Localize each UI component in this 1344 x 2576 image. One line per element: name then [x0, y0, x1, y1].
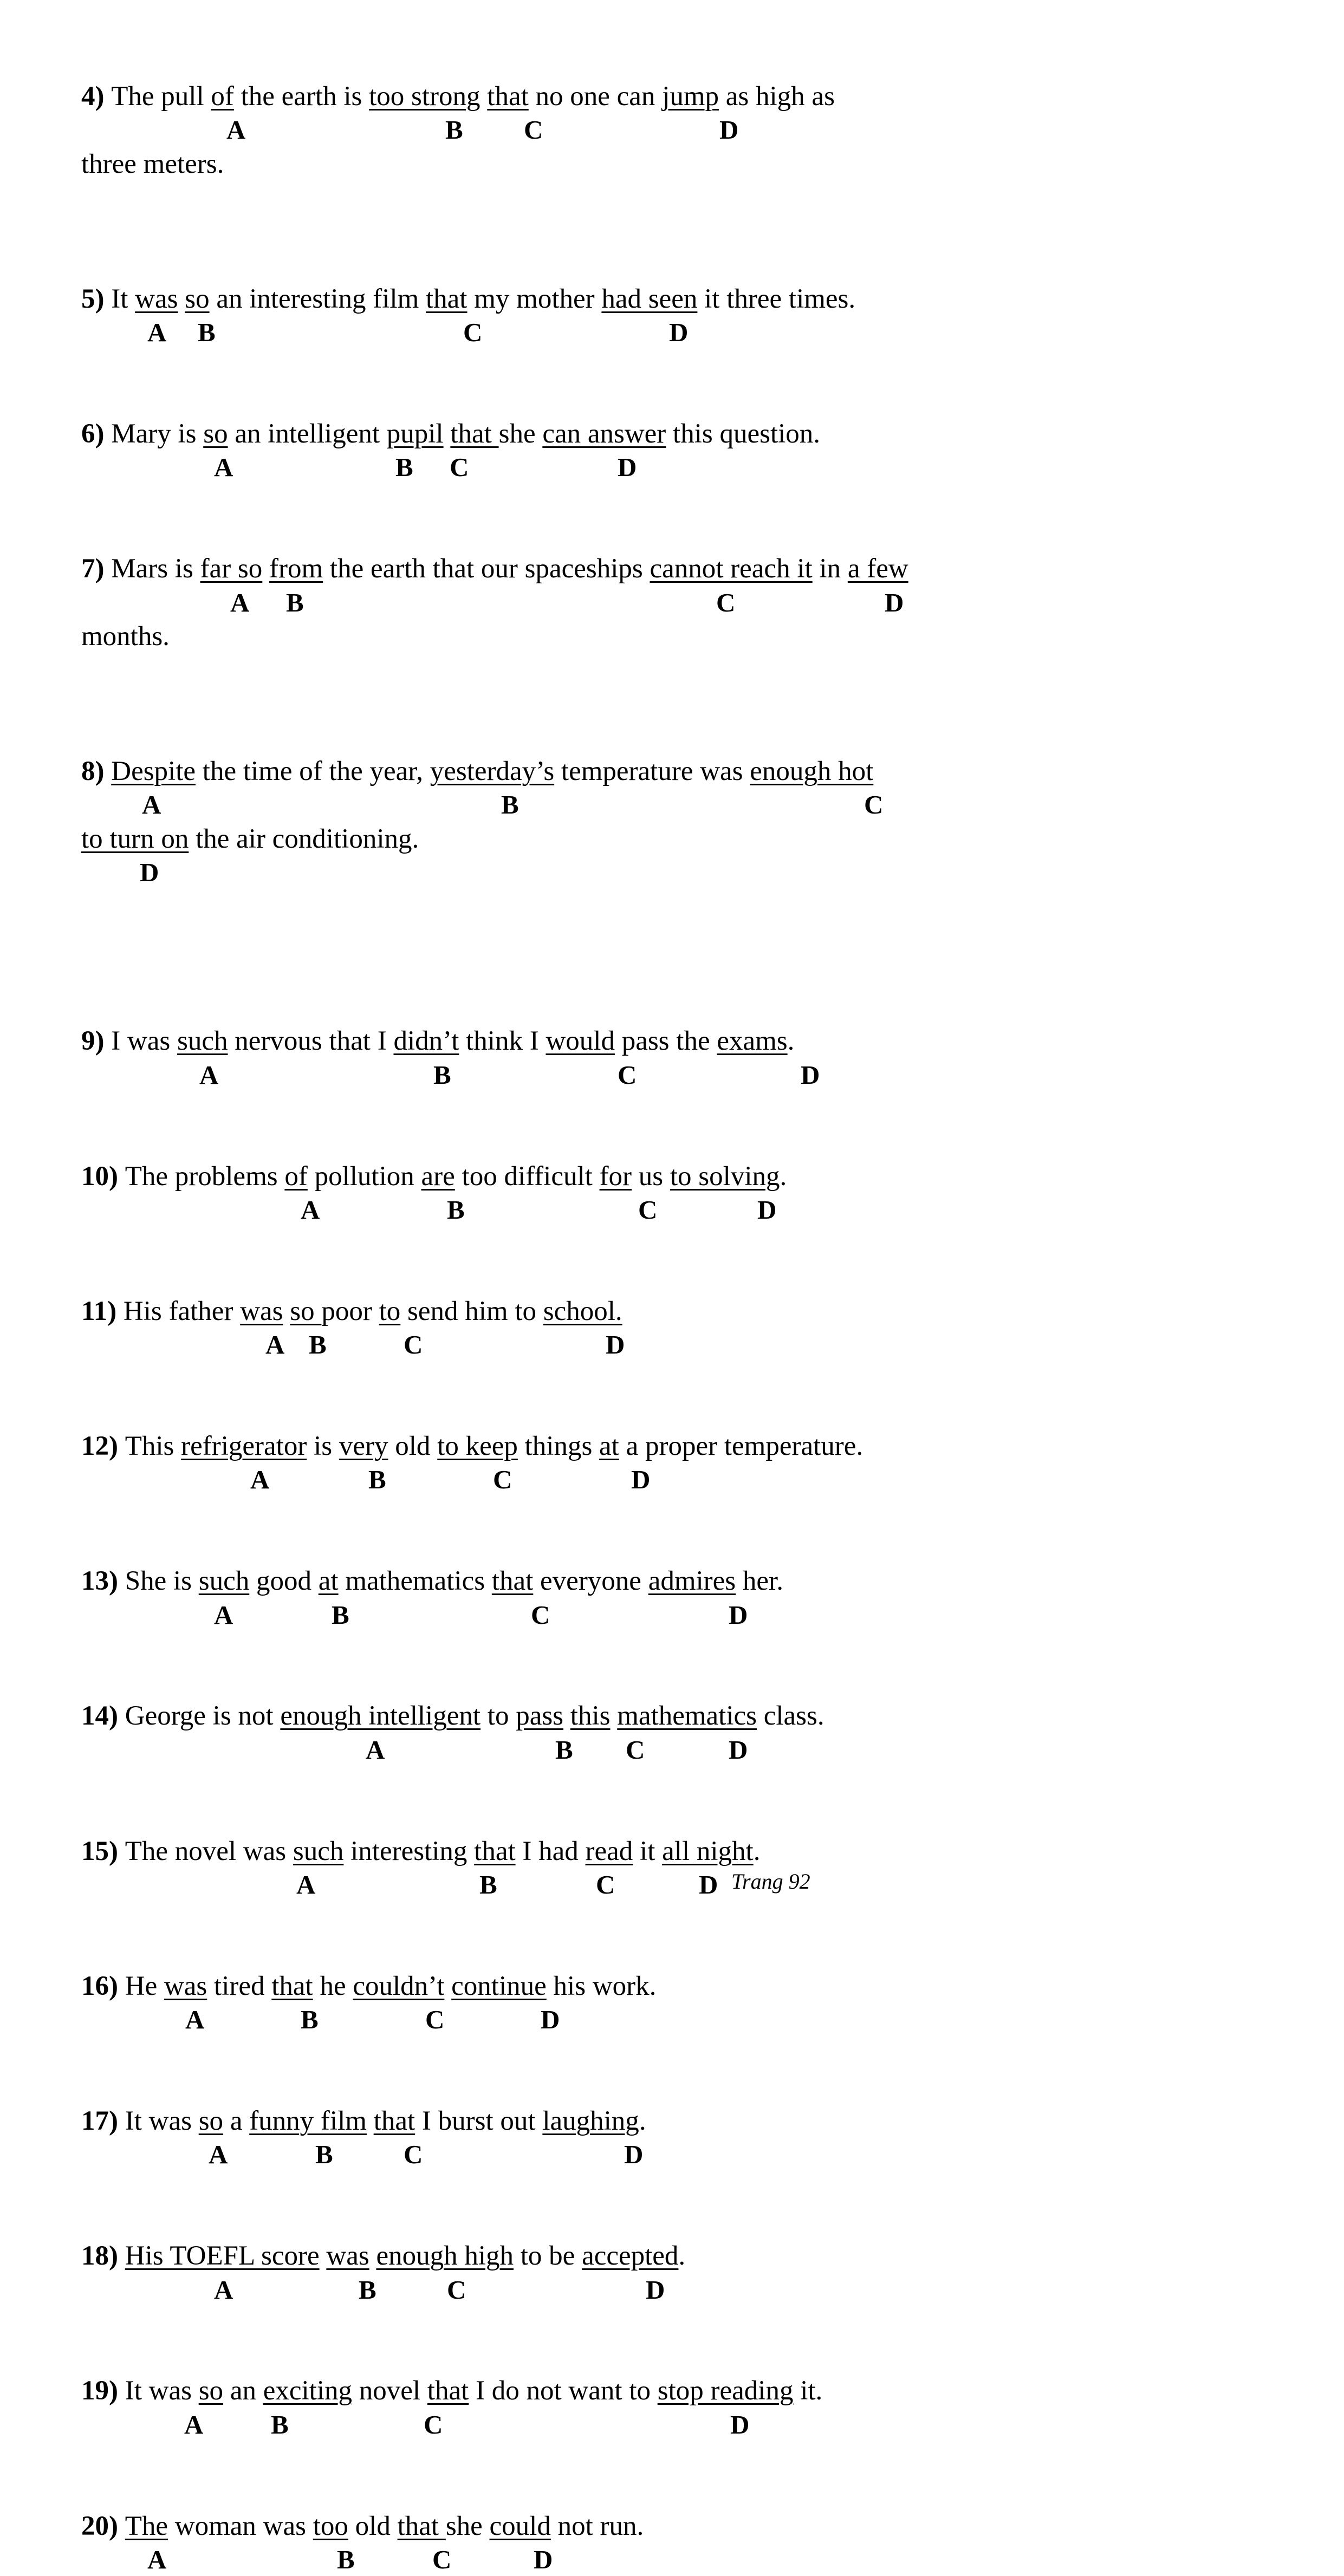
sentence-text: his work. [546, 1970, 657, 2001]
sentence-text: she [498, 419, 543, 449]
underlined-option: so [198, 2106, 224, 2136]
question-number: 5 [81, 283, 95, 314]
underlined-option: so [198, 2376, 224, 2406]
sentence-text: us [632, 1161, 670, 1192]
sentence-text: This [125, 1431, 181, 1461]
underlined-option: couldn’t [353, 1970, 445, 2001]
option-letter-c: C [450, 452, 469, 483]
underlined-option: of [211, 81, 234, 112]
option-letter-b: B [501, 790, 519, 820]
sentence-text: this question. [666, 419, 821, 449]
sentence-text: a proper temperature. [619, 1431, 863, 1461]
underlined-option: school. [543, 1296, 622, 1326]
question-15-sentence: 15) The novel was such interesting that I had read it all night. [81, 1836, 761, 1866]
option-letter-b: B [309, 1330, 327, 1360]
option-letter-d: D [624, 2139, 644, 2170]
underlined-option: of [284, 1161, 308, 1192]
sentence-text: I do not want to [469, 2376, 658, 2406]
sentence-text: no one can [528, 81, 663, 112]
option-letter-b: B [301, 2005, 319, 2035]
question-11-sentence: 11) His father was so poor to send him to school. [81, 1296, 622, 1326]
sentence-text [367, 2106, 374, 2136]
sentence-text: an interesting film [209, 283, 426, 314]
option-letter-d: D [534, 2544, 553, 2574]
sentence-text: . [639, 2106, 646, 2136]
sentence-text: months. [81, 621, 170, 652]
underlined-option: that [373, 2106, 415, 2136]
sentence-text [563, 1701, 570, 1731]
option-letter-d: D [699, 1869, 718, 1900]
underlined-option: that [491, 1566, 534, 1597]
sentence-text: George is not [125, 1701, 281, 1732]
question-8-sentence: 8) Despite the time of the year, yesterday’s temperature was enough hot [81, 756, 874, 786]
underlined-option: yesterday’s [430, 756, 555, 786]
sentence-text: the time of the year, [196, 756, 430, 786]
option-letter-c: C [524, 115, 543, 145]
option-letter-b: B [433, 1059, 451, 1090]
option-letter-d: D [669, 317, 689, 348]
sentence-text: the earth that our spaceships [323, 554, 650, 584]
question-12-sentence: 12) This refrigerator is very old to keep things at a proper temperature. [81, 1431, 863, 1461]
question-number: 13 [81, 1566, 109, 1597]
option-letter-b: B [368, 1465, 386, 1495]
option-letter-a: A [214, 452, 233, 483]
sentence-text [444, 419, 451, 449]
sentence-text: old [348, 2510, 398, 2541]
option-letter-d: D [757, 1194, 777, 1225]
underlined-option: from [269, 554, 323, 584]
sentence-text: three meters. [81, 148, 224, 179]
sentence-text: class. [756, 1701, 824, 1732]
sentence-text: an [223, 2376, 263, 2406]
question-4-sentence: 4) The pull of the earth is too strong that no one can jump as high as [81, 81, 835, 112]
sentence-text: . [780, 1161, 787, 1192]
underlined-option: laughing [542, 2106, 639, 2136]
option-letter-d: D [140, 857, 159, 887]
underlined-option: was [240, 1296, 283, 1326]
question-8-continuation [81, 823, 419, 855]
option-letter-a: A [185, 2005, 205, 2035]
option-letter-c: C [638, 1194, 658, 1225]
underlined-option: refrigerator [181, 1431, 307, 1461]
sentence-text: too difficult [455, 1161, 600, 1192]
sentence-text: . [787, 1026, 795, 1057]
underlined-option: at [318, 1566, 339, 1597]
underlined-option: was [164, 1970, 207, 2001]
underlined-option: would [546, 1026, 615, 1057]
option-letter-a: A [265, 1330, 285, 1360]
sentence-text: things [517, 1431, 600, 1461]
option-letter-d: D [606, 1330, 625, 1360]
question-number: 12 [81, 1431, 109, 1461]
underlined-option: didn’t [393, 1026, 459, 1057]
sentence-text: pass the [614, 1026, 717, 1057]
question-17-sentence: 17) It was so a funny film that I burst out laughing. [81, 2106, 646, 2136]
sentence-text: not run. [550, 2510, 644, 2541]
question-number: 11 [81, 1296, 108, 1326]
option-letter-c: C [463, 317, 483, 348]
question-13-sentence: 13) She is such good at mathematics that everyone admires her. [81, 1566, 783, 1597]
question-14-sentence: 14) George is not enough intelligent to pass this mathematics class. [81, 1701, 824, 1732]
underlined-option: so [203, 419, 228, 449]
underlined-option: pupil [386, 419, 444, 449]
sentence-text: her. [736, 1566, 783, 1597]
sentence-text: the air conditioning. [189, 823, 419, 854]
sentence-text: poor [321, 1296, 379, 1326]
option-letter-a: A [366, 1734, 385, 1765]
underlined-option: to turn on [81, 823, 189, 854]
question-18-sentence: 18) His TOEFL score was enough high to be accepted. [81, 2241, 686, 2272]
option-letter-b: B [447, 1194, 465, 1225]
underlined-option: enough intelligent [280, 1701, 481, 1732]
sentence-text: He [125, 1970, 164, 2001]
sentence-text: It was [125, 2376, 199, 2406]
option-letter-a: A [301, 1194, 320, 1225]
question-number: 20 [81, 2510, 109, 2541]
sentence-text [444, 1971, 451, 2001]
sentence-text: I was [111, 1026, 178, 1057]
underlined-option: read [585, 1836, 633, 1866]
option-letter-b: B [332, 1599, 349, 1630]
question-9-sentence: 9) I was such nervous that I didn’t think I would pass the exams. [81, 1026, 795, 1057]
underlined-option: that [427, 2376, 469, 2406]
question-16-sentence: 16) He was tired that he couldn’t continue his work. [81, 1970, 657, 2001]
underlined-option: admires [648, 1566, 736, 1597]
sentence-text: it. [793, 2376, 823, 2406]
option-letter-d: D [541, 2005, 560, 2035]
underlined-option: very [339, 1431, 388, 1461]
option-letter-d: D [729, 1599, 748, 1630]
sentence-text: . [678, 2241, 686, 2272]
sentence-text: the earth is [233, 81, 369, 112]
underlined-option: enough hot [750, 756, 874, 786]
underlined-option: so [290, 1296, 322, 1326]
underlined-option: to keep [437, 1431, 518, 1461]
underlined-option: cannot reach it [650, 554, 813, 584]
underlined-option: so [185, 283, 210, 314]
sentence-text: The problems [125, 1161, 285, 1192]
question-7-continuation [81, 620, 170, 653]
underlined-option: such [293, 1836, 344, 1866]
option-letter-d: D [885, 587, 904, 617]
sentence-text: His father [123, 1296, 241, 1326]
sentence-text [283, 1296, 290, 1326]
underlined-option: His TOEFL score [125, 2241, 320, 2272]
underlined-option: The [125, 2510, 168, 2541]
sentence-text [369, 2241, 376, 2271]
option-letter-c: C [425, 2005, 445, 2035]
option-letter-c: C [864, 790, 884, 820]
question-number: 8 [81, 756, 95, 786]
question-19-sentence: 19) It was so an exciting novel that I do not want to stop reading it. [81, 2376, 823, 2406]
underlined-option: for [599, 1161, 632, 1192]
sentence-text: as high as [719, 81, 835, 112]
sentence-text [262, 554, 269, 584]
option-letter-a: A [209, 2139, 228, 2170]
underlined-option: pass [516, 1701, 564, 1732]
sentence-text [481, 81, 488, 112]
underlined-option: at [599, 1431, 619, 1461]
sentence-text: think I [459, 1026, 546, 1057]
sentence-text: I burst out [415, 2106, 543, 2136]
underlined-option: too strong [369, 81, 481, 112]
option-letter-a: A [250, 1465, 270, 1495]
underlined-option: mathematics [617, 1701, 757, 1732]
sentence-text: novel [352, 2376, 427, 2406]
sentence-text: I had [515, 1836, 586, 1866]
option-letter-c: C [716, 587, 736, 617]
sentence-text: good [249, 1566, 319, 1597]
underlined-option: exams [717, 1026, 788, 1057]
underlined-option: that [474, 1836, 516, 1866]
question-number: 7 [81, 554, 95, 584]
underlined-option: a few [847, 554, 908, 584]
sentence-text: is [307, 1431, 339, 1461]
option-letter-d: D [729, 1734, 748, 1765]
underlined-option: jump [662, 81, 719, 112]
sentence-text: in [812, 554, 848, 584]
underlined-option: accepted [582, 2241, 679, 2272]
option-letter-d: D [618, 452, 637, 483]
option-letter-b: B [315, 2139, 333, 2170]
sentence-text: a [223, 2106, 250, 2136]
sentence-text: nervous that I [228, 1026, 394, 1057]
option-letter-a: A [147, 2544, 167, 2574]
option-letter-c: C [404, 2139, 423, 2170]
option-letter-d: D [801, 1059, 820, 1090]
underlined-option: all night [662, 1836, 754, 1866]
sentence-text: it [633, 1836, 663, 1866]
option-letter-a: A [230, 587, 250, 617]
underlined-option: too [313, 2510, 348, 2541]
underlined-option: this [570, 1701, 611, 1732]
sentence-text: send him to [400, 1296, 543, 1326]
sentence-text: Mars is [111, 554, 200, 584]
option-letter-b: B [479, 1869, 497, 1900]
sentence-text: woman was [168, 2510, 313, 2541]
question-number: 16 [81, 1970, 109, 2001]
sentence-text: She is [125, 1566, 199, 1597]
question-4-continuation [81, 148, 224, 180]
sentence-text: everyone [533, 1566, 648, 1597]
option-letter-c: C [531, 1599, 550, 1630]
option-letter-a: A [214, 1599, 233, 1630]
underlined-option: can answer [542, 419, 666, 449]
underlined-option: to solving [670, 1161, 780, 1192]
underlined-option: funny film [249, 2106, 367, 2136]
underlined-option: are [421, 1161, 455, 1192]
option-letter-d: D [730, 2409, 750, 2440]
underlined-option: Despite [111, 756, 196, 786]
option-letter-b: B [445, 115, 463, 145]
question-number: 17 [81, 2106, 109, 2136]
question-number: 6 [81, 419, 95, 449]
question-number: 9 [81, 1026, 95, 1057]
sentence-text: It [111, 283, 135, 314]
option-letter-d: D [719, 115, 739, 145]
question-number: 19 [81, 2376, 109, 2406]
option-letter-d: D [646, 2274, 665, 2305]
underlined-option: could [489, 2510, 551, 2541]
option-letter-b: B [271, 2409, 289, 2440]
option-letter-c: C [626, 1734, 645, 1765]
sentence-text: temperature was [554, 756, 750, 786]
sentence-text: to [481, 1701, 516, 1732]
underlined-option: to [379, 1296, 401, 1326]
sentence-text: mathematics [338, 1566, 492, 1597]
option-letter-d: D [631, 1465, 651, 1495]
underlined-option: enough high [376, 2241, 514, 2272]
option-letter-a: A [147, 317, 167, 348]
underlined-option: far so [200, 554, 263, 584]
sentence-text: she [445, 2510, 490, 2541]
option-letter-c: C [424, 2409, 443, 2440]
underlined-option: was [326, 2241, 369, 2272]
underlined-option: that [271, 1970, 313, 2001]
underlined-option: that [487, 81, 529, 112]
sentence-text: It was [125, 2106, 199, 2136]
sentence-text: my mother [467, 283, 602, 314]
underlined-option: stop reading [657, 2376, 794, 2406]
option-letter-c: C [596, 1869, 615, 1900]
option-letter-b: B [555, 1734, 573, 1765]
question-20-sentence: 20) The woman was too old that she could not run. [81, 2510, 644, 2541]
sentence-text: he [313, 1970, 353, 2001]
page-footer: Trang 92 [731, 1869, 810, 1894]
option-letter-a: A [226, 115, 246, 145]
option-letter-b: B [286, 587, 304, 617]
sentence-text: to be [514, 2241, 582, 2272]
sentence-text: The pull [111, 81, 211, 112]
option-letter-a: A [184, 2409, 204, 2440]
sentence-text [610, 1701, 617, 1731]
question-number: 10 [81, 1161, 109, 1192]
sentence-text: The novel was [125, 1836, 293, 1866]
option-letter-b: B [198, 317, 216, 348]
option-letter-b: B [359, 2274, 376, 2305]
option-letter-c: C [493, 1465, 512, 1495]
sentence-text: it three times. [697, 283, 856, 314]
sentence-text [178, 284, 185, 314]
sentence-text: interesting [343, 1836, 475, 1866]
sentence-text: Mary is [111, 419, 204, 449]
underlined-option: was [135, 283, 178, 314]
option-letter-c: C [447, 2274, 466, 2305]
underlined-option: that [426, 283, 468, 314]
question-number: 4 [81, 81, 95, 112]
option-letter-a: A [214, 2274, 233, 2305]
question-7-sentence: 7) Mars is far so from the earth that our spaceships cannot reach it in a few [81, 554, 908, 584]
option-letter-c: C [618, 1059, 637, 1090]
sentence-text: an intelligent [228, 419, 387, 449]
sentence-text: . [753, 1836, 761, 1866]
underlined-option: continue [451, 1970, 547, 2001]
question-number: 18 [81, 2241, 109, 2272]
option-letter-b: B [337, 2544, 355, 2574]
underlined-option: that [397, 2510, 446, 2541]
question-number: 15 [81, 1836, 109, 1866]
underlined-option: had seen [601, 283, 698, 314]
option-letter-b: B [395, 452, 413, 483]
sentence-text: pollution [307, 1161, 421, 1192]
sentence-text: tired [207, 1970, 272, 2001]
option-letter-c: C [404, 1330, 423, 1360]
underlined-option: exciting [263, 2376, 352, 2406]
question-10-sentence: 10) The problems of pollution are too difficult for us to solving. [81, 1161, 787, 1192]
option-letter-a: A [142, 790, 161, 820]
question-6-sentence: 6) Mary is so an intelligent pupil that she can answer this question. [81, 419, 821, 449]
underlined-option: that [450, 419, 499, 449]
underlined-option: such [198, 1566, 250, 1597]
underlined-option: such [177, 1026, 228, 1057]
sentence-text: old [388, 1431, 438, 1461]
option-letter-a: A [199, 1059, 219, 1090]
option-letter-a: A [296, 1869, 316, 1900]
question-number: 14 [81, 1701, 109, 1732]
sentence-text [320, 2241, 327, 2271]
option-letter-c: C [432, 2544, 452, 2574]
question-5-sentence: 5) It was so an interesting film that my mother had seen it three times. [81, 283, 856, 314]
